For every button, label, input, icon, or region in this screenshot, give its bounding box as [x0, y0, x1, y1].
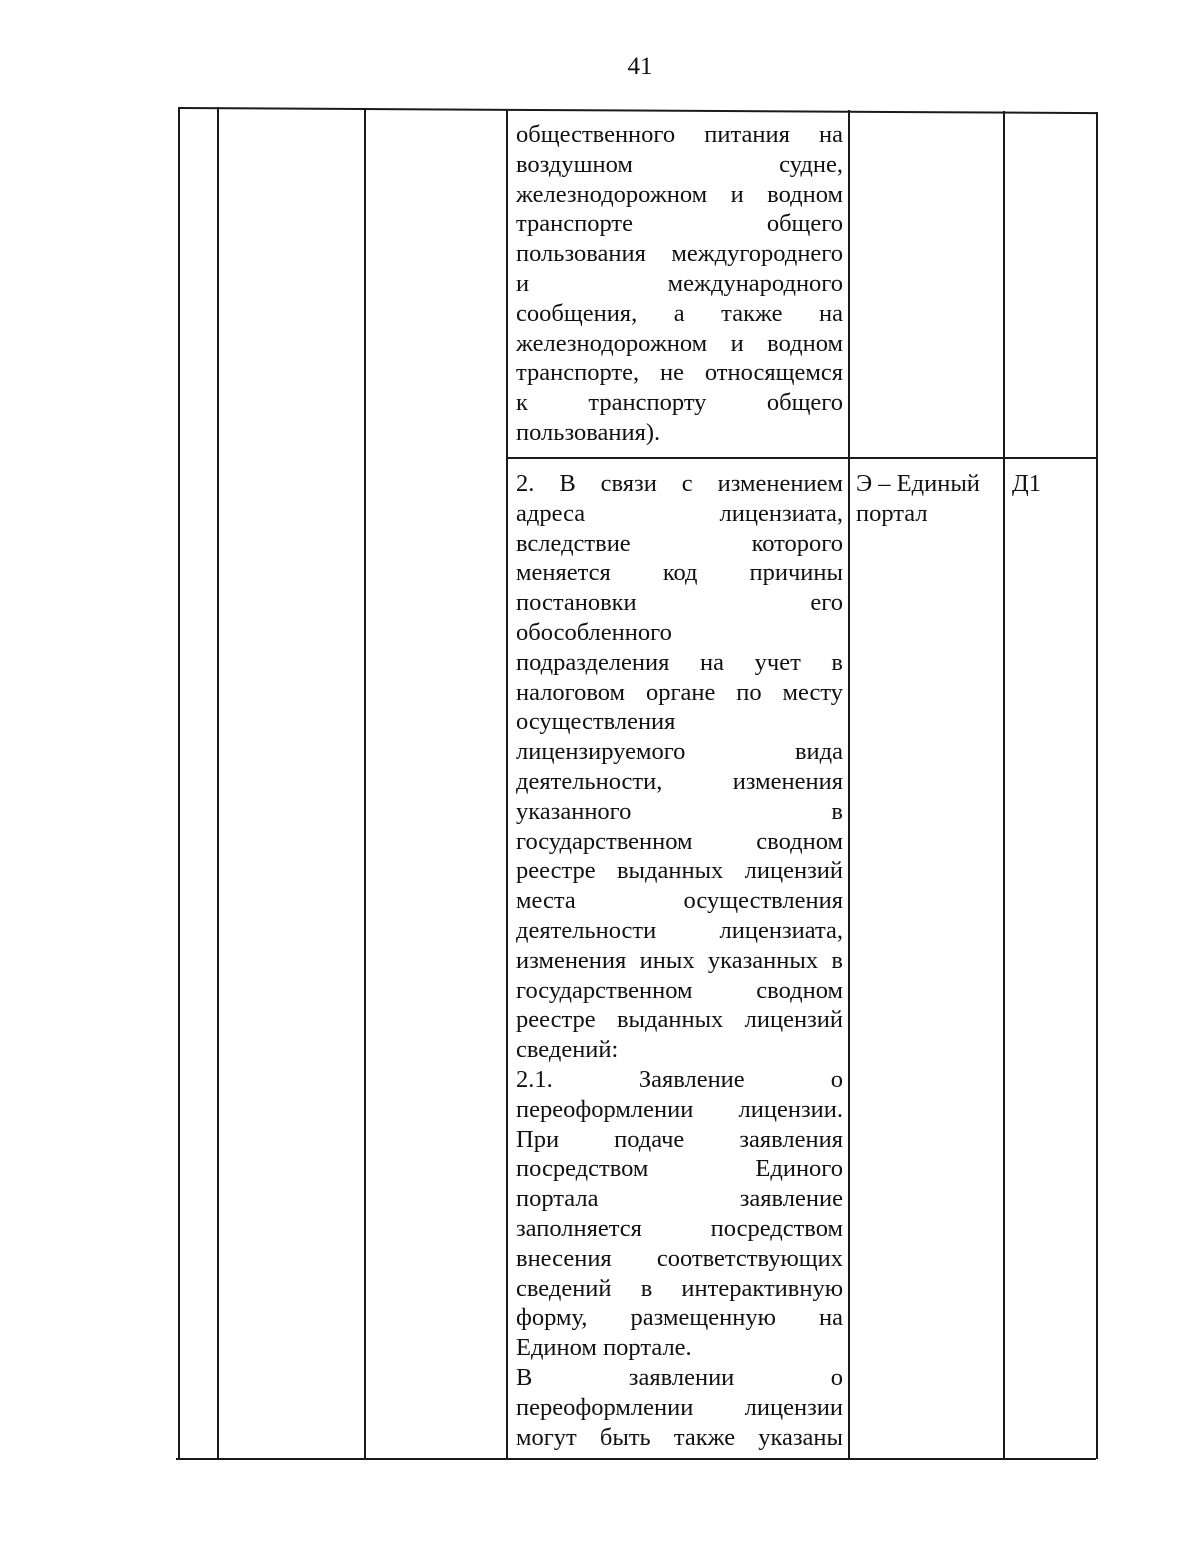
row2-line: деятельности, изменения — [516, 767, 843, 795]
row2-line: налоговом органе по месту — [516, 678, 843, 706]
col-border-1 — [178, 107, 180, 1459]
row1-line: и международного — [516, 269, 843, 297]
row2-line: сведений в интерактивную — [516, 1274, 843, 1302]
row2-line: реестре выданных лицензий — [516, 857, 843, 885]
row2-line: В заявлении о — [516, 1363, 843, 1391]
row2-line: меняется код причины — [516, 559, 843, 587]
row2-line: При подаче заявления — [516, 1125, 843, 1153]
row1-line: железнодорожном и водном — [516, 180, 843, 208]
row1-line: железнодорожном и водном — [516, 329, 843, 357]
row2-form-line: портал — [856, 499, 928, 527]
row2-line: реестре выданных лицензий — [516, 1006, 843, 1034]
row2-line: 2. В связи с изменением — [516, 470, 843, 497]
row2-form-line: Э – Единый — [856, 470, 980, 497]
row2-line: лицензируемого вида — [516, 738, 843, 766]
row2-line: подразделения на учет в — [516, 648, 843, 676]
row2-line: изменения иных указанных в — [516, 946, 843, 974]
row2-code: Д1 — [1012, 470, 1041, 497]
row2-line: государственном сводном — [516, 827, 843, 855]
row2-line: могут быть также указаны — [516, 1423, 843, 1451]
col-border-3 — [364, 108, 366, 1459]
row2-line: деятельности лицензиата, — [516, 916, 843, 944]
row1-line: транспорте, не относящемся — [516, 359, 843, 387]
row1-line: пользования междугороднего — [516, 240, 843, 268]
row1-line: воздушном судне, — [516, 150, 843, 178]
row1-line: транспорте общего — [516, 210, 843, 238]
row2-line: обособленного — [516, 618, 672, 646]
row2-line: указанного в — [516, 797, 843, 825]
col-border-6 — [1003, 111, 1005, 1459]
col-border-2 — [217, 107, 219, 1459]
row2-line: портала заявление — [516, 1185, 843, 1213]
row2-line: внесения соответствующих — [516, 1244, 843, 1272]
row2-code-cell — [1012, 469, 1092, 499]
row1-description-cell — [516, 120, 843, 448]
row2-line: посредством Единого — [516, 1155, 843, 1183]
row2-form-cell — [856, 469, 996, 529]
row2-line: переоформлении лицензии. — [516, 1095, 843, 1123]
row2-line: Едином портале. — [516, 1334, 692, 1362]
col-border-7 — [1096, 112, 1098, 1459]
row2-line: государственном сводном — [516, 976, 843, 1004]
row1-line: пользования). — [516, 418, 661, 446]
row2-line: 2.1. Заявление о — [516, 1065, 843, 1093]
col-border-5 — [848, 110, 850, 1459]
row2-line: сведений: — [516, 1036, 619, 1064]
row2-line: постановки его — [516, 589, 843, 617]
row2-line: осуществления — [516, 708, 676, 736]
table-bottom-border — [176, 1458, 1096, 1460]
row2-line: форму, размещенную на — [516, 1304, 843, 1332]
row2-description-cell — [516, 469, 843, 1452]
row-separator — [508, 457, 1097, 459]
page-number: 41 — [627, 53, 653, 80]
row1-line: сообщения, а также на — [516, 299, 843, 327]
col-border-4 — [506, 109, 508, 1459]
row1-line: общественного питания на — [516, 121, 843, 148]
row2-line: места осуществления — [516, 887, 843, 915]
row2-line: заполняется посредством — [516, 1214, 843, 1242]
table-top-border — [178, 107, 1098, 114]
row2-line: переоформлении лицензии — [516, 1393, 843, 1421]
row2-line: адреса лицензиата, — [516, 499, 843, 527]
row2-line: вследствие которого — [516, 529, 843, 557]
row1-line: к транспорту общего — [516, 389, 843, 417]
